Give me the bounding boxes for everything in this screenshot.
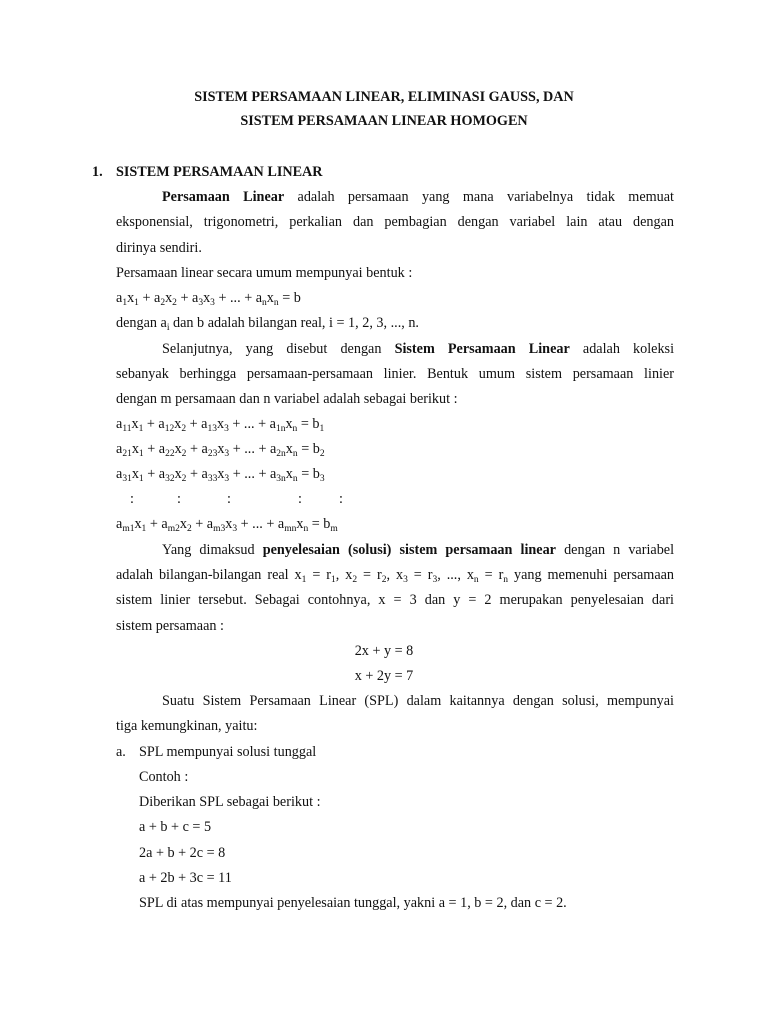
item-a-contoh: Contoh :: [139, 769, 189, 785]
section-number: 1.: [92, 164, 103, 180]
solution-line-3: sistem linier tersebut. Sebagai contohnya, x = 3 dan y = 2 merupakan penyelesaian dari: [116, 592, 674, 608]
definition-line-2: eksponensial, trigonometri, perkalian dan pembagian dengan variabel lain atau dengan: [116, 214, 674, 230]
title-line-2: SISTEM PERSAMAAN LINEAR HOMOGEN: [240, 113, 528, 129]
item-a-equation-3: a + 2b + 3c = 11: [139, 870, 232, 886]
item-a-conclusion: SPL di atas mempunyai penyelesaian tunggal, yakni a = 1, b = 2, dan c = 2.: [139, 895, 567, 911]
example-equation-2: x + 2y = 7: [354, 668, 414, 684]
spl-line-3: dengan m persamaan dan n variabel adalah sebagai berikut :: [116, 391, 458, 407]
item-a-equation-1: a + b + c = 5: [139, 819, 212, 835]
system-equation-m: $a_{m1}x_1 + a_{m2}x_2 + a_{m3}x_3$ + ... + $a_{mn}x_n = b_m$: [116, 516, 338, 534]
item-a-label: a.: [116, 744, 126, 760]
item-a-intro: Diberikan SPL sebagai berikut :: [139, 794, 321, 810]
definition-line-3: dirinya sendiri.: [116, 240, 202, 256]
vdots: :: [227, 491, 231, 507]
item-a-title: SPL mempunyai solusi tunggal: [139, 744, 317, 760]
item-a-equation-2: 2a + b + 2c = 8: [139, 845, 226, 861]
solution-line-1: Yang dimaksud penyelesaian (solusi) sistem persamaan linear dengan n variabel: [162, 542, 675, 558]
general-form-equation: $a_1x_1 + a_2x_2 + a_3x_3$ + ... + $a_nx_n = b$: [116, 290, 301, 308]
vdots: :: [339, 491, 343, 507]
solution-line-4: sistem persamaan :: [116, 618, 224, 634]
system-equation-2: $a_{21}x_1 + a_{22}x_2 + a_{23}x_3$ + ... + $a_{2n}x_n = b_2$: [116, 441, 325, 459]
vdots: :: [130, 491, 134, 507]
general-form-intro: Persamaan linear secara umum mempunyai bentuk :: [116, 265, 413, 281]
example-equation-1: 2x + y = 8: [354, 643, 414, 659]
possibilities-line-1: Suatu Sistem Persamaan Linear (SPL) dalam kaitannya dengan solusi, mempunyai: [162, 693, 674, 709]
general-form-note: dengan $a_i$ dan b adalah bilangan real, i = 1, 2, 3, ..., n.: [116, 315, 419, 333]
vdots: :: [177, 491, 181, 507]
possibilities-line-2: tiga kemungkinan, yaitu:: [116, 718, 258, 734]
definition-line-1: Persamaan Linear adalah persamaan yang mana variabelnya tidak memuat: [162, 189, 674, 205]
spl-line-2: sebanyak berhingga persamaan-persamaan linier. Bentuk umum sistem persamaan linier: [116, 366, 674, 382]
system-equation-3: $a_{31}x_1 + a_{32}x_2 + a_{33}x_3$ + ... + $a_{3n}x_n = b_3$: [116, 466, 325, 484]
vdots: :: [298, 491, 302, 507]
system-equation-1: $a_{11}x_1 + a_{12}x_2 + a_{13}x_3$ + ... + $a_{1n}x_n = b_1$: [116, 416, 325, 434]
spl-line-1: Selanjutnya, yang disebut dengan Sistem Persamaan Linear adalah koleksi: [162, 341, 675, 357]
solution-line-2: adalah bilangan-bilangan real $x_1 = r_1$, $x_2 = r_2$, $x_3 = r_3$, ..., $x_n = r_n$ yang memenuhi persamaan: [116, 567, 675, 585]
section-heading: SISTEM PERSAMAAN LINEAR: [116, 164, 323, 180]
title-line-1: SISTEM PERSAMAAN LINEAR, ELIMINASI GAUSS, DAN: [194, 89, 574, 105]
